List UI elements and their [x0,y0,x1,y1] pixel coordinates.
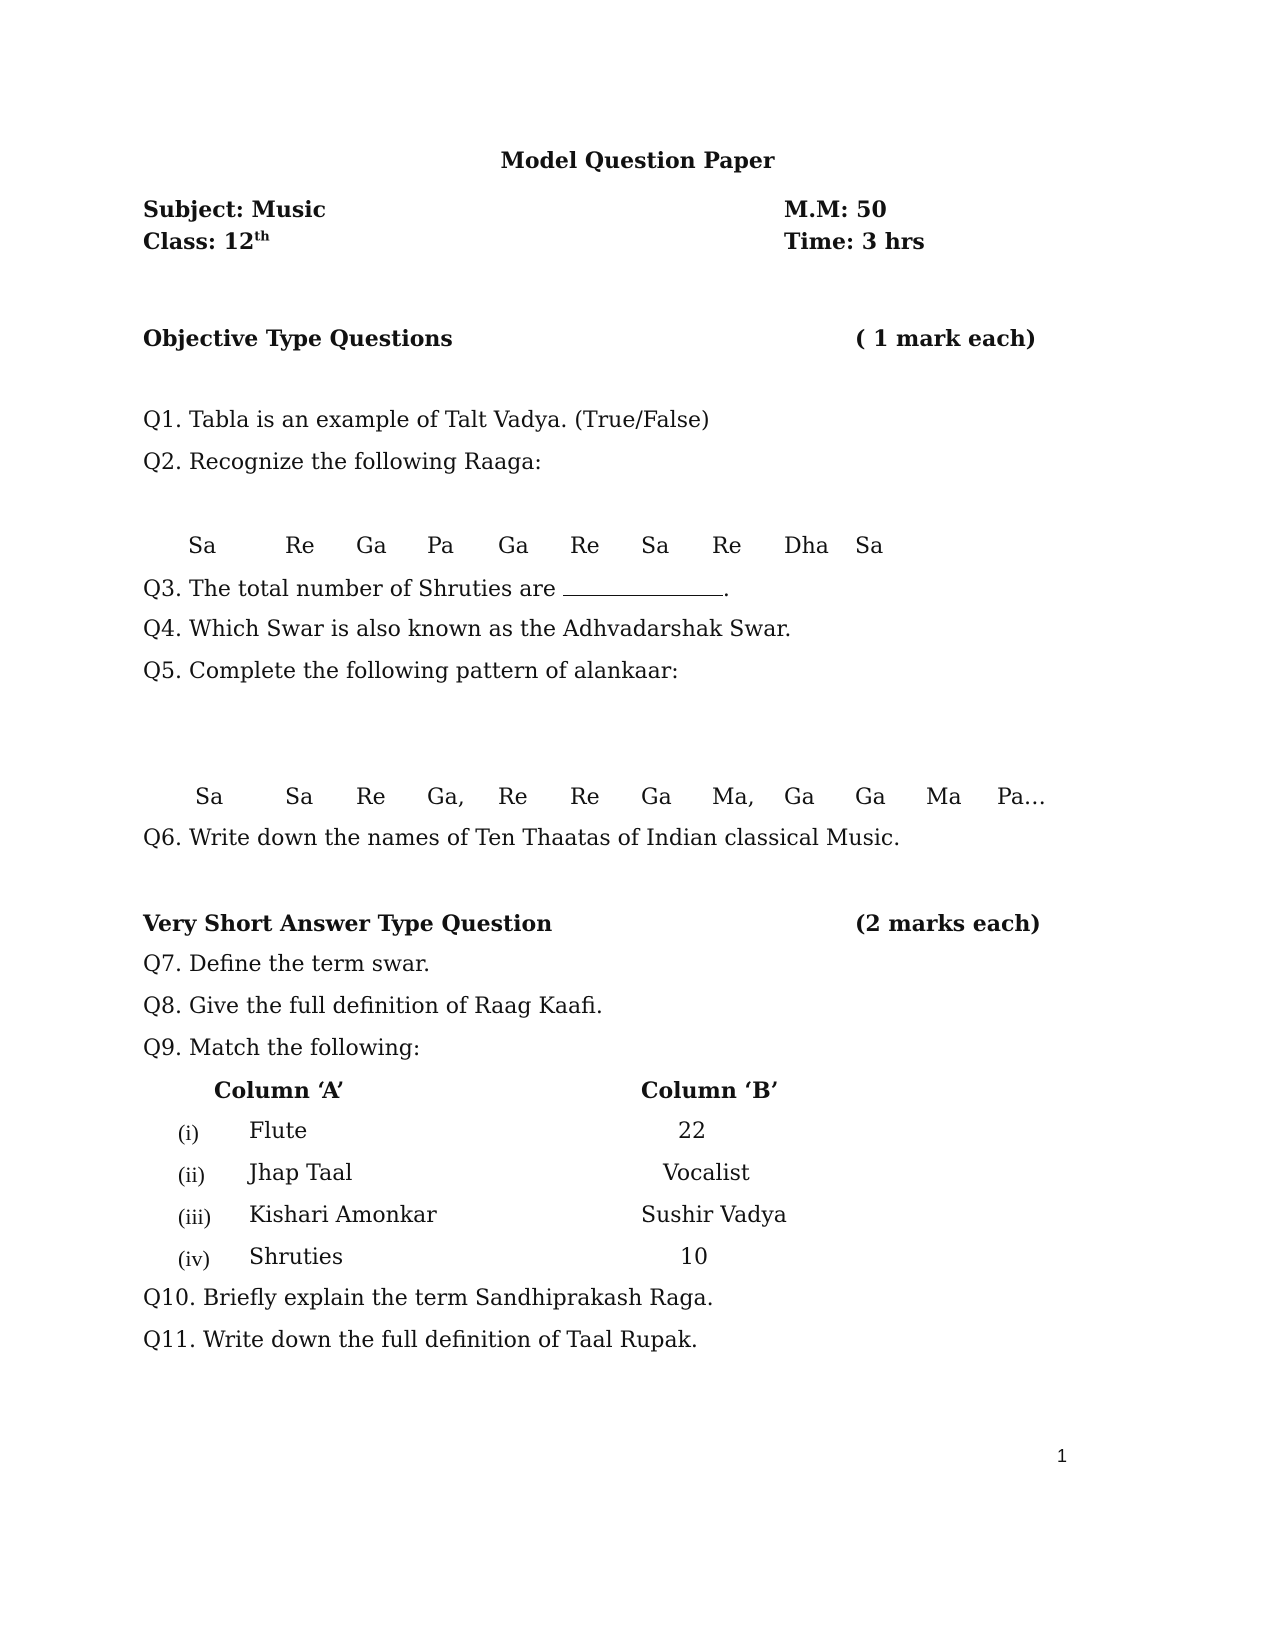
alankaar-note: Ga [641,785,672,810]
column-b-item: 22 [678,1119,706,1144]
question-7: Q7. Define the term swar. [143,952,431,977]
raaga-note: Ga [356,534,387,559]
column-a-item: Shruties [249,1245,344,1270]
column-a-item: Jhap Taal [249,1161,353,1186]
answer-blank [563,575,723,596]
class-text: Class: 12 [143,229,255,255]
raaga-note: Re [570,534,600,559]
raaga-note: Sa [641,534,670,559]
page-title: Model Question Paper [500,148,775,174]
raaga-note: Re [285,534,315,559]
column-b-item: Sushir Vadya [641,1203,787,1228]
row-number: (iv) [178,1246,210,1271]
subject-label: Subject: Music [143,197,327,223]
question-3-text: Q3. The total number of Shruties are [143,577,563,602]
column-a-item: Flute [249,1119,308,1144]
alankaar-note: Ga [784,785,815,810]
class-superscript: th [254,229,270,245]
page-number: 1 [1057,1446,1068,1466]
question-11: Q11. Write down the full definition of Taal Rupak. [143,1328,698,1353]
alankaar-note: Sa [195,785,224,810]
column-b-item: 10 [680,1245,708,1270]
row-number: (ii) [178,1162,205,1187]
question-3-end: . [722,577,730,602]
section-objective-heading: Objective Type Questions [143,326,453,352]
class-label [143,229,270,255]
raaga-note: Sa [855,534,884,559]
raaga-note: Pa [427,534,454,559]
section-short-answer-heading: Very Short Answer Type Question [143,911,553,937]
alankaar-note: Ga [855,785,886,810]
question-6: Q6. Write down the names of Ten Thaatas of Indian classical Music. [143,826,901,851]
question-2: Q2. Recognize the following Raaga: [143,450,542,475]
column-b-item: Vocalist [663,1161,750,1186]
question-1: Q1. Tabla is an example of Talt Vadya. (True/False) [143,408,710,433]
alankaar-note: Ma [926,785,962,810]
alankaar-note: Re [498,785,528,810]
raaga-note: Dha [784,534,829,559]
alankaar-note: Ma, [712,785,755,810]
column-a-item: Kishari Amonkar [249,1203,437,1228]
question-8: Q8. Give the full definition of Raag Kaafi. [143,994,603,1019]
question-4: Q4. Which Swar is also known as the Adhvadarshak Swar. [143,617,792,642]
question-3 [143,575,730,602]
column-a-header: Column ‘A’ [214,1078,345,1104]
alankaar-note: Re [356,785,386,810]
question-10: Q10. Briefly explain the term Sandhiprakash Raga. [143,1286,714,1311]
raaga-note: Sa [188,534,217,559]
section-short-answer-marks: (2 marks each) [855,911,1041,937]
alankaar-note: Sa [285,785,314,810]
question-5: Q5. Complete the following pattern of alankaar: [143,659,679,684]
alankaar-note: Ga, [427,785,465,810]
alankaar-note: Re [570,785,600,810]
max-marks-label: M.M: 50 [784,197,887,223]
column-b-header: Column ‘B’ [641,1078,779,1104]
raaga-note: Ga [498,534,529,559]
row-number: (iii) [178,1204,211,1229]
raaga-note: Re [712,534,742,559]
alankaar-note: Pa… [997,785,1046,810]
section-objective-marks: ( 1 mark each) [855,326,1037,352]
row-number: (i) [178,1120,199,1145]
question-9: Q9. Match the following: [143,1036,421,1061]
time-label: Time: 3 hrs [784,229,925,255]
